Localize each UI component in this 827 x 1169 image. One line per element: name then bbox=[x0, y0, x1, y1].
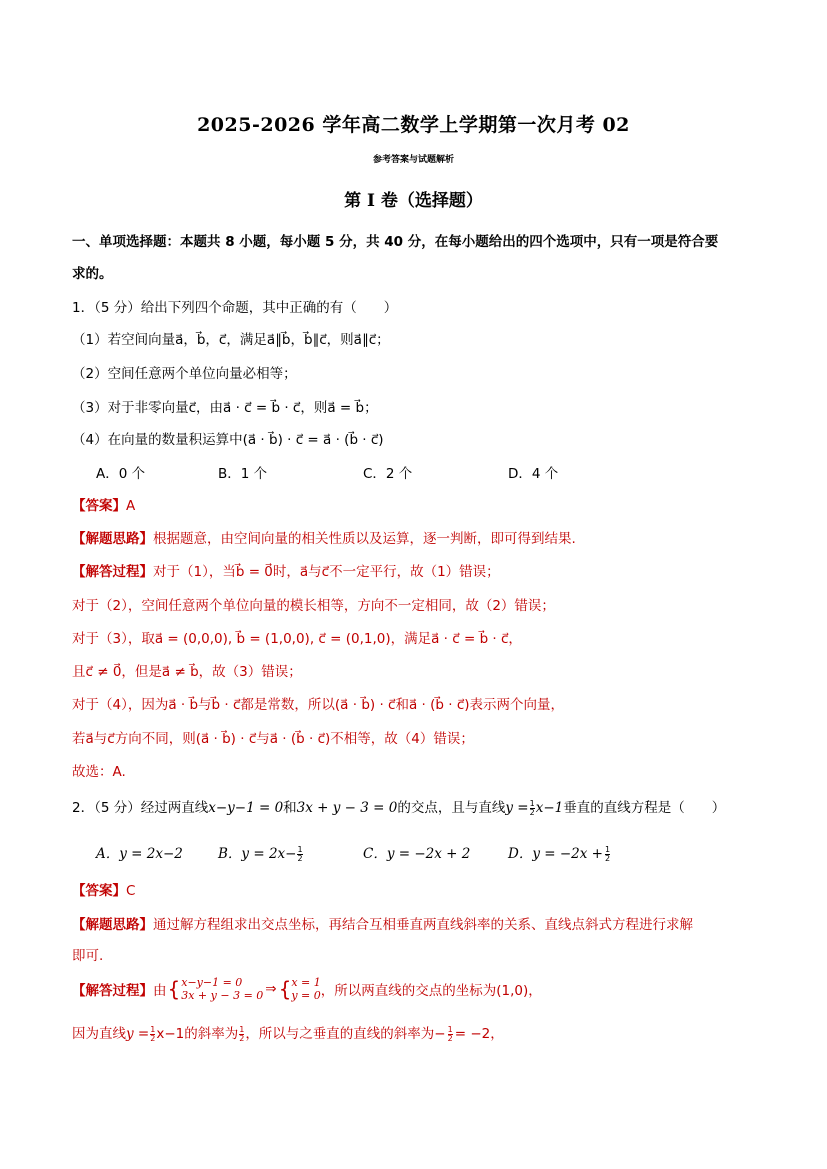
q2-process-line1 bbox=[72, 976, 542, 1012]
q1-idea-text: 根据题意，由空间向量的相关性质以及运算，逐一判断，即可得到结果. bbox=[153, 531, 576, 547]
q2-idea-line2: 即可. bbox=[72, 948, 104, 964]
q1-item-2: （2）空间任意两个单位向量必相等； bbox=[72, 366, 297, 382]
q1-process-line7: 故选：A. bbox=[72, 764, 126, 780]
q2-last-frac-2 bbox=[239, 1026, 244, 1043]
q2-stem-c: 垂直的直线方程是（ ） bbox=[563, 800, 726, 816]
q2-option-b-num: 1 bbox=[297, 844, 303, 854]
q2-last-a: 因为直线 bbox=[72, 1026, 126, 1042]
q2-stem bbox=[72, 796, 725, 817]
q2-option-d bbox=[508, 842, 610, 863]
q2-line-rhs: x−1 bbox=[535, 800, 564, 816]
q2-option-d-text: D．y = −2x + bbox=[508, 846, 603, 862]
q1-answer-tag: 【答案】 bbox=[72, 498, 126, 514]
q2-option-b-text: B．y = 2x− bbox=[218, 846, 297, 862]
q2-stem-a: 2．（5 分）经过两直线 bbox=[72, 800, 209, 816]
q1-process-line4: 且c⃗ ≠ 0⃗，但是a⃗ ≠ b⃗，故（3）错误； bbox=[72, 664, 302, 680]
q2-option-c bbox=[363, 842, 470, 862]
q2-idea-text-1: 通过解方程组求出交点坐标，再结合互相垂直两直线斜率的关系、直线点斜式方程进行求解 bbox=[153, 917, 693, 933]
q2-eq1: x−y−1 = 0 bbox=[208, 800, 284, 816]
q1-process-line6: 若a⃗与c⃗方向不同，则(a⃗ · b⃗) · c⃗与a⃗ · (b⃗ · c⃗)不相等，故（4）错误； bbox=[72, 731, 474, 747]
q1-process-text-1: 对于（1），当b⃗ = 0⃗时，a⃗与c⃗不一定平行，故（1）错误； bbox=[153, 564, 500, 580]
q2-system-line1: x−y−1 = 0 bbox=[181, 976, 243, 989]
q1-option-b: B．1 个 bbox=[218, 466, 268, 482]
q1-item-4: （4）在向量的数量积运算中(a⃗ · b⃗) · c⃗ = a⃗ · (b⃗ · c⃗) bbox=[72, 432, 384, 448]
q2-option-d-num: 1 bbox=[604, 844, 611, 854]
q2-option-a bbox=[96, 842, 183, 862]
q1-idea bbox=[72, 527, 576, 547]
q2-system-line2: 3x + y − 3 = 0 bbox=[181, 989, 264, 1002]
q2-process-line2 bbox=[72, 1022, 504, 1043]
q2-solution-line1: x = 1 bbox=[291, 976, 321, 989]
q1-process-line1 bbox=[72, 560, 500, 580]
q2-answer bbox=[72, 879, 135, 899]
q2-answer-value: C bbox=[126, 883, 136, 899]
q2-frac-num: 1 bbox=[529, 798, 535, 808]
q2-process-tag: 【解答过程】 bbox=[72, 983, 153, 999]
q2-fraction bbox=[530, 800, 535, 817]
q1-stem: 1．（5 分）给出下列四个命题，其中正确的有（ ） bbox=[72, 300, 398, 316]
q2-process-tail: ，所以两直线的交点的坐标为(1,0)， bbox=[320, 983, 542, 999]
q1-process-line2: 对于（2），空间任意两个单位向量的模长相等，方向不一定相同，故（2）错误； bbox=[72, 598, 555, 614]
q1-answer-value: A bbox=[126, 498, 136, 514]
q2-and: 和 bbox=[283, 800, 297, 816]
q1-option-c: C．2 个 bbox=[363, 466, 413, 482]
part-intro-line1: 一、单项选择题：本题共 8 小题，每小题 5 分，共 40 分，在每小题给出的四个选项中，只有一项是符合要 bbox=[72, 234, 719, 250]
q1-answer bbox=[72, 494, 135, 514]
q2-last-b: x−1的斜率为 bbox=[156, 1026, 239, 1042]
q2-last-frac-1 bbox=[150, 1026, 155, 1043]
q2-idea-line1 bbox=[72, 913, 693, 933]
q2-last-frac-2-den: 2 bbox=[239, 1033, 245, 1043]
q2-eq2: 3x + y − 3 = 0 bbox=[296, 800, 398, 816]
q2-last-c: ，所以与之垂直的直线的斜率为− bbox=[245, 1026, 446, 1042]
q2-frac-den: 2 bbox=[529, 807, 535, 817]
q2-system bbox=[181, 976, 263, 1002]
section-title: 第 I 卷（选择题） bbox=[344, 191, 483, 211]
q2-left-brace-2: { bbox=[278, 977, 292, 1001]
q2-option-d-fraction bbox=[605, 846, 610, 863]
q1-process-line3: 对于（3），取a⃗ = (0,0,0), b⃗ = (1,0,0), c⃗ = (0,1,0)，满足a⃗ · c⃗ = b⃗ · c⃗， bbox=[72, 631, 522, 647]
q2-last-frac-1-den: 2 bbox=[150, 1033, 156, 1043]
q1-item-1: （1）若空间向量a⃗，b⃗，c⃗，满足a⃗∥b⃗，b⃗∥c⃗，则a⃗∥c⃗； bbox=[72, 332, 390, 348]
q1-option-d: D．4 个 bbox=[508, 466, 559, 482]
q1-idea-tag: 【解题思路】 bbox=[72, 531, 153, 547]
q2-option-b bbox=[218, 842, 303, 863]
q2-implies-arrow: ⇒ bbox=[265, 981, 277, 997]
q2-last-d: = −2， bbox=[454, 1026, 504, 1042]
doc-subtitle: 参考答案与试题解析 bbox=[372, 155, 454, 165]
q2-process-you: 由 bbox=[153, 983, 167, 999]
q2-option-b-den: 2 bbox=[297, 853, 303, 863]
q2-last-frac-2-num: 1 bbox=[239, 1024, 245, 1034]
doc-title: 2025-2026 学年高二数学上学期第一次月考 02 bbox=[197, 114, 630, 136]
q2-last-frac-3-den: 2 bbox=[447, 1033, 453, 1043]
part-intro-line2: 求的。 bbox=[72, 266, 113, 282]
q2-last-frac-1-num: 1 bbox=[150, 1024, 156, 1034]
q2-solution-line2: y = 0 bbox=[291, 989, 321, 1002]
q2-solution bbox=[291, 976, 320, 1002]
q2-last-lhs: y = bbox=[126, 1026, 150, 1042]
q1-process-line5: 对于（4），因为a⃗ · b⃗与b⃗ · c⃗都是常数，所以(a⃗ · b⃗) · c⃗和a⃗ · (b⃗ · c⃗)表示两个向量， bbox=[72, 697, 565, 713]
q2-stem-b: 的交点，且与直线 bbox=[397, 800, 506, 816]
q2-line-lhs: y = bbox=[505, 800, 529, 816]
q1-process-tag: 【解答过程】 bbox=[72, 564, 153, 580]
q2-option-a-text: A．y = 2x−2 bbox=[96, 846, 183, 862]
q1-item-3: （3）对于非零向量c⃗，由a⃗ · c⃗ = b⃗ · c⃗，则a⃗ = b⃗； bbox=[72, 400, 378, 416]
q2-last-frac-3 bbox=[448, 1026, 453, 1043]
q2-last-frac-3-num: 1 bbox=[447, 1024, 453, 1034]
q2-option-b-fraction bbox=[297, 846, 302, 863]
q2-option-c-text: C．y = −2x + 2 bbox=[363, 846, 471, 862]
q2-option-d-den: 2 bbox=[604, 853, 611, 863]
q2-left-brace: { bbox=[167, 977, 181, 1001]
q2-answer-tag: 【答案】 bbox=[72, 883, 126, 899]
q2-idea-tag: 【解题思路】 bbox=[72, 917, 153, 933]
q1-option-a: A．0 个 bbox=[96, 466, 146, 482]
